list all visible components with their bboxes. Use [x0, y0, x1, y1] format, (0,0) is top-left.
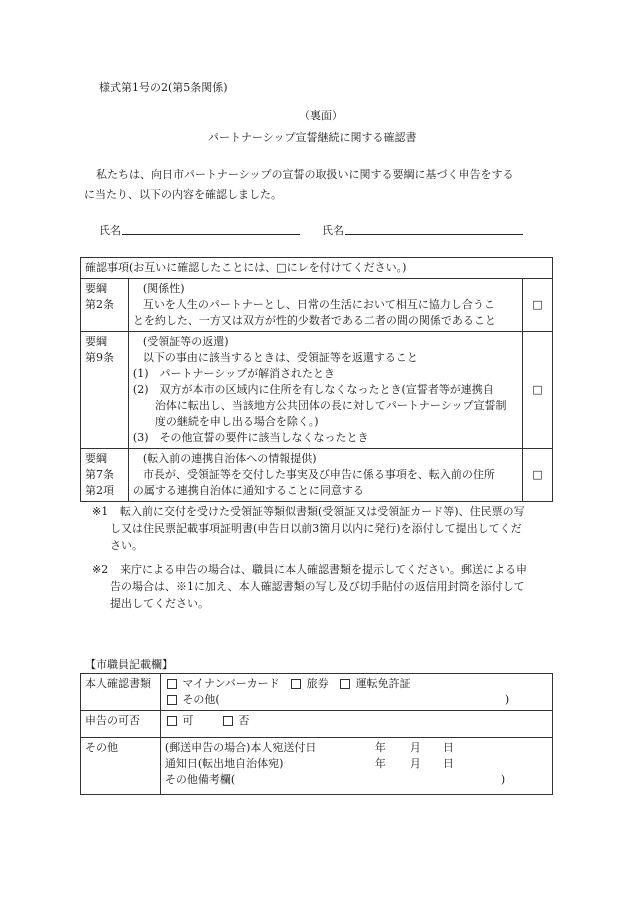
checkbox-other-id[interactable] [167, 695, 177, 705]
staff-table [80, 673, 553, 795]
row-content: (関係性) 互いを人生のパートナーとし、日常の生活において相互に協力し合うこ とを約した、一方又は双方が性的少数者である二者の間の関係であること [128, 279, 522, 332]
id-docs-options: マイナンバーカード 旅券 運転免許証 その他( ) [160, 674, 552, 711]
intro-line-2: に当たり、以下の内容を確認しました。 [84, 188, 282, 201]
checkbox-approve[interactable] [167, 716, 177, 726]
row-ref: 要綱 第9条 [81, 332, 129, 449]
row-content: (転入前の連携自治体への情報提供) 市長が、受領証等を交付した事実及び申告に係る事項を、転入前の住所 の属する連携自治体に通知することに同意する [128, 449, 522, 502]
name-field-1[interactable] [122, 234, 300, 235]
checkbox-my-number[interactable] [167, 679, 177, 689]
confirmation-table [80, 257, 553, 502]
confirmation-row-relationship [81, 279, 553, 332]
checkbox-passport[interactable] [291, 679, 301, 689]
page-title: パートナーシップ宣誓継続に関する確認書 [208, 131, 417, 144]
confirmation-row-return [81, 332, 553, 449]
table-header: 確認事項(お互いに確認したことには、□にレを付けてください。) [81, 258, 553, 279]
other-label: その他 [81, 738, 161, 795]
approval-label: 申告の可否 [81, 711, 161, 738]
checkbox-return[interactable]: □ [523, 332, 553, 449]
reverse-label: （裏面） [299, 109, 343, 122]
checkbox-info[interactable]: □ [523, 449, 553, 502]
approval-options: 可 否 [160, 711, 552, 738]
row-ref: 要綱 第7条 第2項 [81, 449, 129, 502]
name-label-2: 氏名 [322, 224, 344, 237]
confirmation-row-info [81, 449, 553, 502]
intro-line-1: 私たちは、向日市パートナーシップの宣誓の取扱いに関する要綱に基づく申告をする [96, 168, 514, 181]
id-docs-label: 本人確認書類 [81, 674, 161, 711]
checkbox-license[interactable] [340, 679, 350, 689]
row-ref: 要綱 第2条 [81, 279, 129, 332]
staff-heading: 【市職員記載欄】 [85, 658, 173, 671]
checkbox-relationship[interactable]: □ [523, 279, 553, 332]
checkbox-reject[interactable] [223, 716, 233, 726]
other-details: (郵送申告の場合)本人宛送付日 年 月 日 通知日(転出地自治体宛) 年 月 日 その他備考欄( ) [160, 738, 552, 795]
name-field-2[interactable] [345, 234, 523, 235]
name-label-1: 氏名 [99, 224, 121, 237]
form-number: 様式第1号の2(第5条関係) [99, 81, 228, 94]
row-content: (受領証等の返還) 以下の事由に該当するときは、受領証等を返還すること (1) パートナーシップが解消されたとき (2) 双方が本市の区域内に住所を有しなくなったとき(宣誓者等が連携自 治体に転出し、当該地方公共団体の長に対してパートナーシップ宣誓制 度の継続を申し出る場合を除く。) (3) その他宣誓の要件に該当しなくなったとき [128, 332, 522, 449]
